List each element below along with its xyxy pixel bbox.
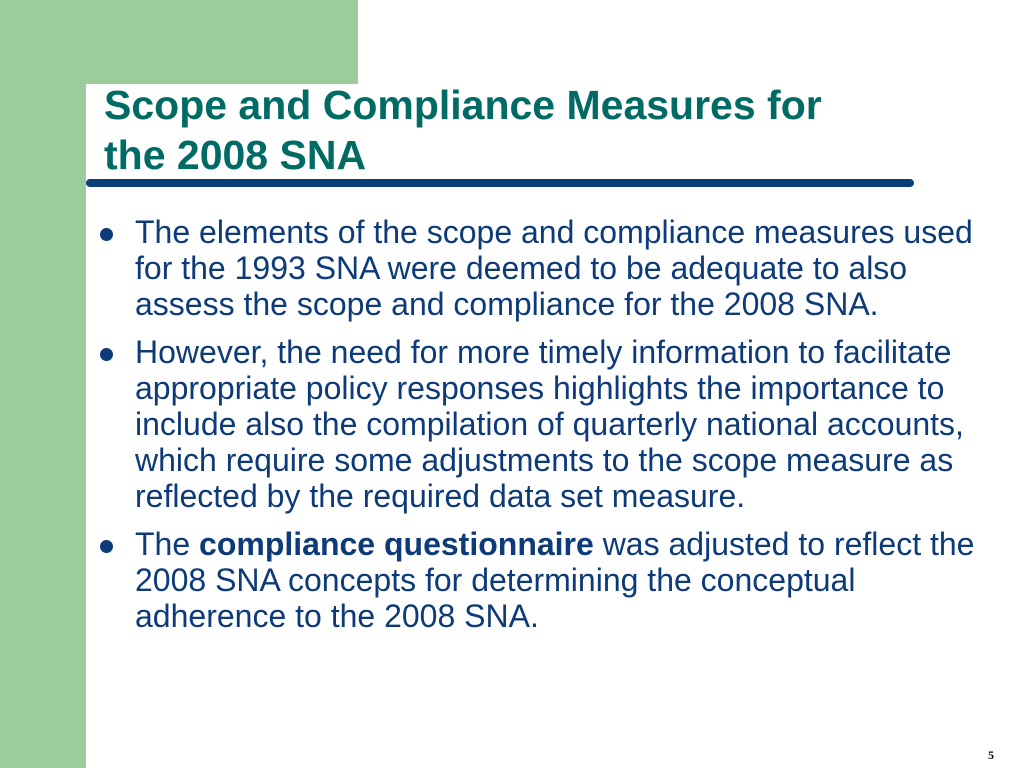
slide-title-line-1: Scope and Compliance Measures for (104, 82, 822, 128)
title-underline (86, 179, 914, 187)
bullet-text-2: However, the need for more timely information to facilitate appropriate policy responses highlights the importance to include also the compilation of quarterly national accounts, which require some adjustments to the scope measure as reflected by the required data set measure. (135, 334, 964, 514)
bullet-dot-icon (100, 540, 113, 553)
decorative-green-sidebar (0, 0, 86, 768)
bullet-dot-icon (100, 228, 113, 241)
bullet-dot-icon (100, 348, 113, 361)
slide-title (104, 80, 944, 180)
bullet-text-3-bold: compliance questionnaire (199, 526, 594, 562)
bullet-list (90, 214, 980, 646)
bullet-item-1 (90, 214, 980, 322)
slide-number: 5 (988, 748, 994, 762)
bullet-item-2 (90, 334, 980, 514)
bullet-text-1: The elements of the scope and compliance measures used for the 1993 SNA were deemed to be adequate to also assess the scope and compliance for the 2008 SNA. (135, 214, 973, 322)
bullet-text-3 (135, 526, 974, 634)
bullet-text-3-suffix: was adjusted to reflect the 2008 SNA concepts for determining the conceptual adherence to the 2008 SNA. (135, 526, 975, 634)
slide-title-line-2: the 2008 SNA (104, 132, 367, 178)
bullet-text-3-prefix: The (135, 526, 200, 562)
bullet-item-3 (90, 526, 980, 634)
